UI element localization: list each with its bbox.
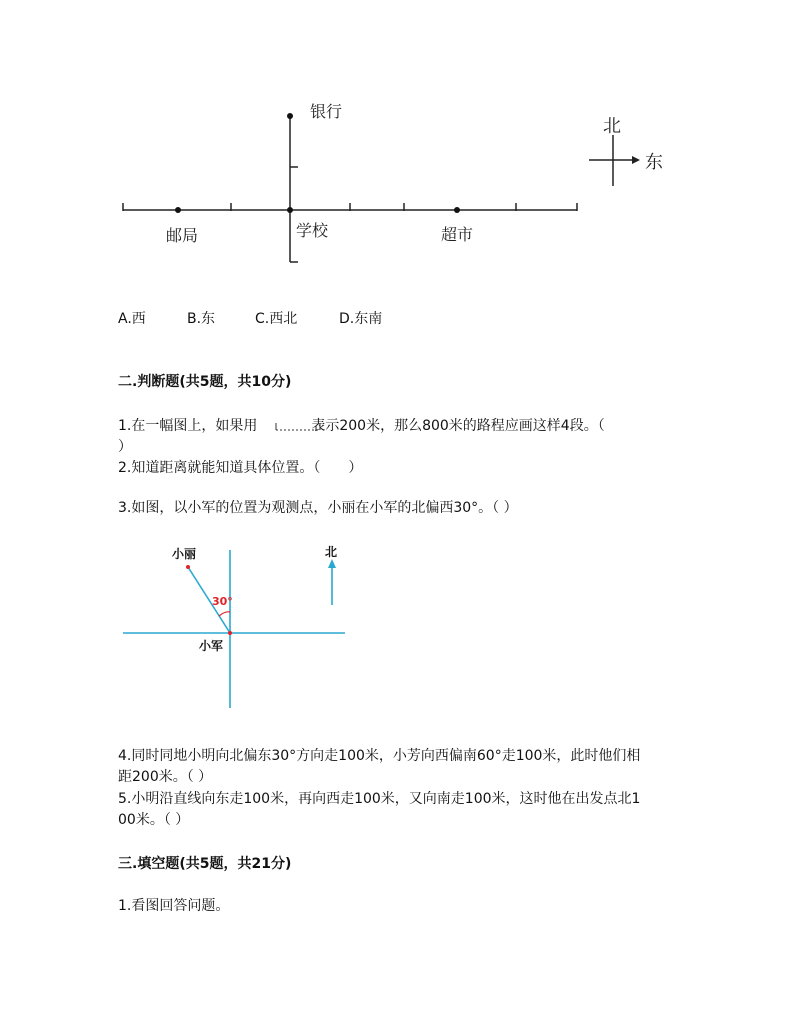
figure-north-label: 北 bbox=[325, 545, 338, 559]
question-2-4-line1: 4.同时同地小明向北偏东30°方向走100米，小芳向西偏南60°走100米，此时他们相 bbox=[118, 748, 641, 764]
question-2-1 bbox=[118, 416, 605, 437]
north-arrow-icon bbox=[328, 559, 336, 568]
xiaoli-point bbox=[186, 565, 190, 569]
question-3-1: 1.看图回答问题。 bbox=[118, 898, 230, 914]
supermarket-label: 超市 bbox=[441, 225, 474, 244]
section2-title: 二.判断题(共5题，共10分) bbox=[118, 374, 292, 390]
bank-point bbox=[287, 113, 293, 119]
question-2-5-line2: 00米。（ ） bbox=[118, 812, 190, 828]
option-a: A.西 bbox=[118, 311, 146, 327]
supermarket-point bbox=[454, 207, 460, 213]
angle-label: 30° bbox=[212, 595, 233, 608]
question-2-4-line2: 距200米。（ ） bbox=[118, 769, 213, 785]
option-d: D.东南 bbox=[339, 311, 383, 327]
question-2-2: 2.知道距离就能知道具体位置。（ ） bbox=[118, 460, 363, 476]
xiaoli-label: 小丽 bbox=[172, 547, 197, 561]
question-2-3: 3.如图，以小军的位置为观测点，小丽在小军的北偏西30°。（ ） bbox=[118, 500, 518, 516]
question-2-5-line1: 5.小明沿直线向东走100米，再向西走100米，又向南走100米，这时他在出发点北1 bbox=[118, 791, 641, 807]
section3-title: 三.填空题(共5题，共21分) bbox=[118, 856, 292, 872]
school-label: 学校 bbox=[296, 221, 329, 240]
school-point bbox=[287, 207, 293, 213]
option-c: C.西北 bbox=[255, 311, 298, 327]
question-2-1-cont: ） bbox=[118, 439, 132, 455]
option-b: B.东 bbox=[187, 311, 216, 327]
direction-figure bbox=[123, 550, 345, 708]
post-office-point bbox=[175, 207, 181, 213]
xiaojun-point bbox=[228, 631, 232, 635]
compass-east-arrow-icon bbox=[632, 156, 640, 164]
q1-text-part1: 1.在一幅图上，如果用 bbox=[118, 418, 258, 434]
q1-text-part2: 表示200米，那么800米的路程应画这样4段。（ bbox=[311, 418, 605, 434]
xiaojun-label: 小军 bbox=[199, 639, 224, 653]
compass-east-label: 东 bbox=[645, 152, 663, 173]
bank-label: 银行 bbox=[310, 102, 343, 121]
compass-north-label: 北 bbox=[603, 116, 621, 137]
post-office-label: 邮局 bbox=[166, 226, 199, 245]
angle-arc bbox=[219, 612, 230, 616]
